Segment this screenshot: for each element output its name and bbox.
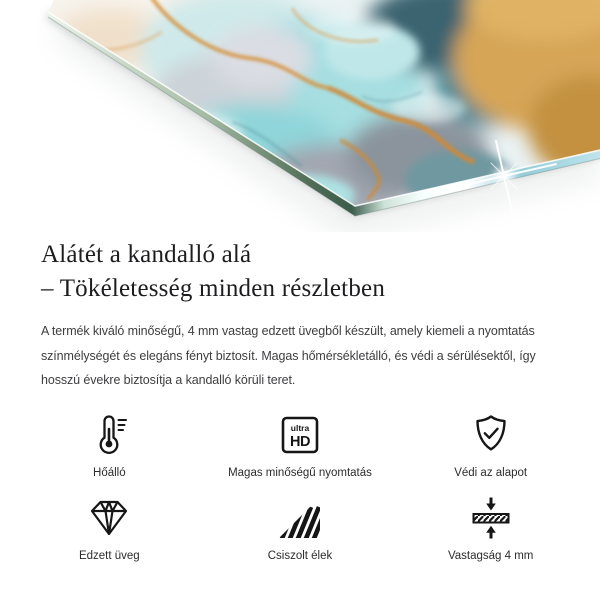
svg-text:HD: HD xyxy=(290,433,310,450)
product-description: A termék kiváló minőségű, 4 mm vastag edzett üvegből készült, amely kiemeli a nyomtatás színmélységét és elegáns fényt biztosít. Magas hőmérsékletálló, és védi a sérülésektől, így hosszú évekre biztosítja a kandalló körüli teret. xyxy=(41,324,536,387)
feature-label: Védi az alapot xyxy=(454,466,528,479)
feature-item-protects-base xyxy=(395,411,586,480)
feature-item-tempered-glass xyxy=(14,494,205,563)
feature-label: Edzett üveg xyxy=(78,549,140,562)
feature-grid xyxy=(0,411,600,563)
ultra-hd-icon xyxy=(276,411,324,459)
thickness-compress-icon xyxy=(467,494,515,542)
feature-item-polished-edges xyxy=(205,494,396,563)
glass-panel-artwork xyxy=(0,0,600,232)
shield-check-icon xyxy=(467,411,515,459)
page-title-line2: – Tökéletesség minden részletben xyxy=(41,275,386,302)
page-title-line1: Alátét a kandalló alá xyxy=(41,241,252,268)
feature-item-thickness xyxy=(395,494,586,563)
product-hero-image xyxy=(0,0,600,232)
feature-label: Vastagság 4 mm xyxy=(447,549,534,562)
feature-item-print-quality xyxy=(205,411,396,480)
feature-label: Hőálló xyxy=(93,466,126,479)
feature-label: Magas minőségű nyomtatás xyxy=(228,466,372,479)
svg-text:ultra: ultra xyxy=(290,422,310,433)
diamond-icon xyxy=(85,494,133,542)
feature-item-heat-resistant xyxy=(14,411,205,480)
polished-edges-icon xyxy=(276,494,324,542)
thermometer-icon xyxy=(85,411,133,459)
feature-label: Csiszolt élek xyxy=(267,549,333,562)
page-title xyxy=(41,238,560,306)
